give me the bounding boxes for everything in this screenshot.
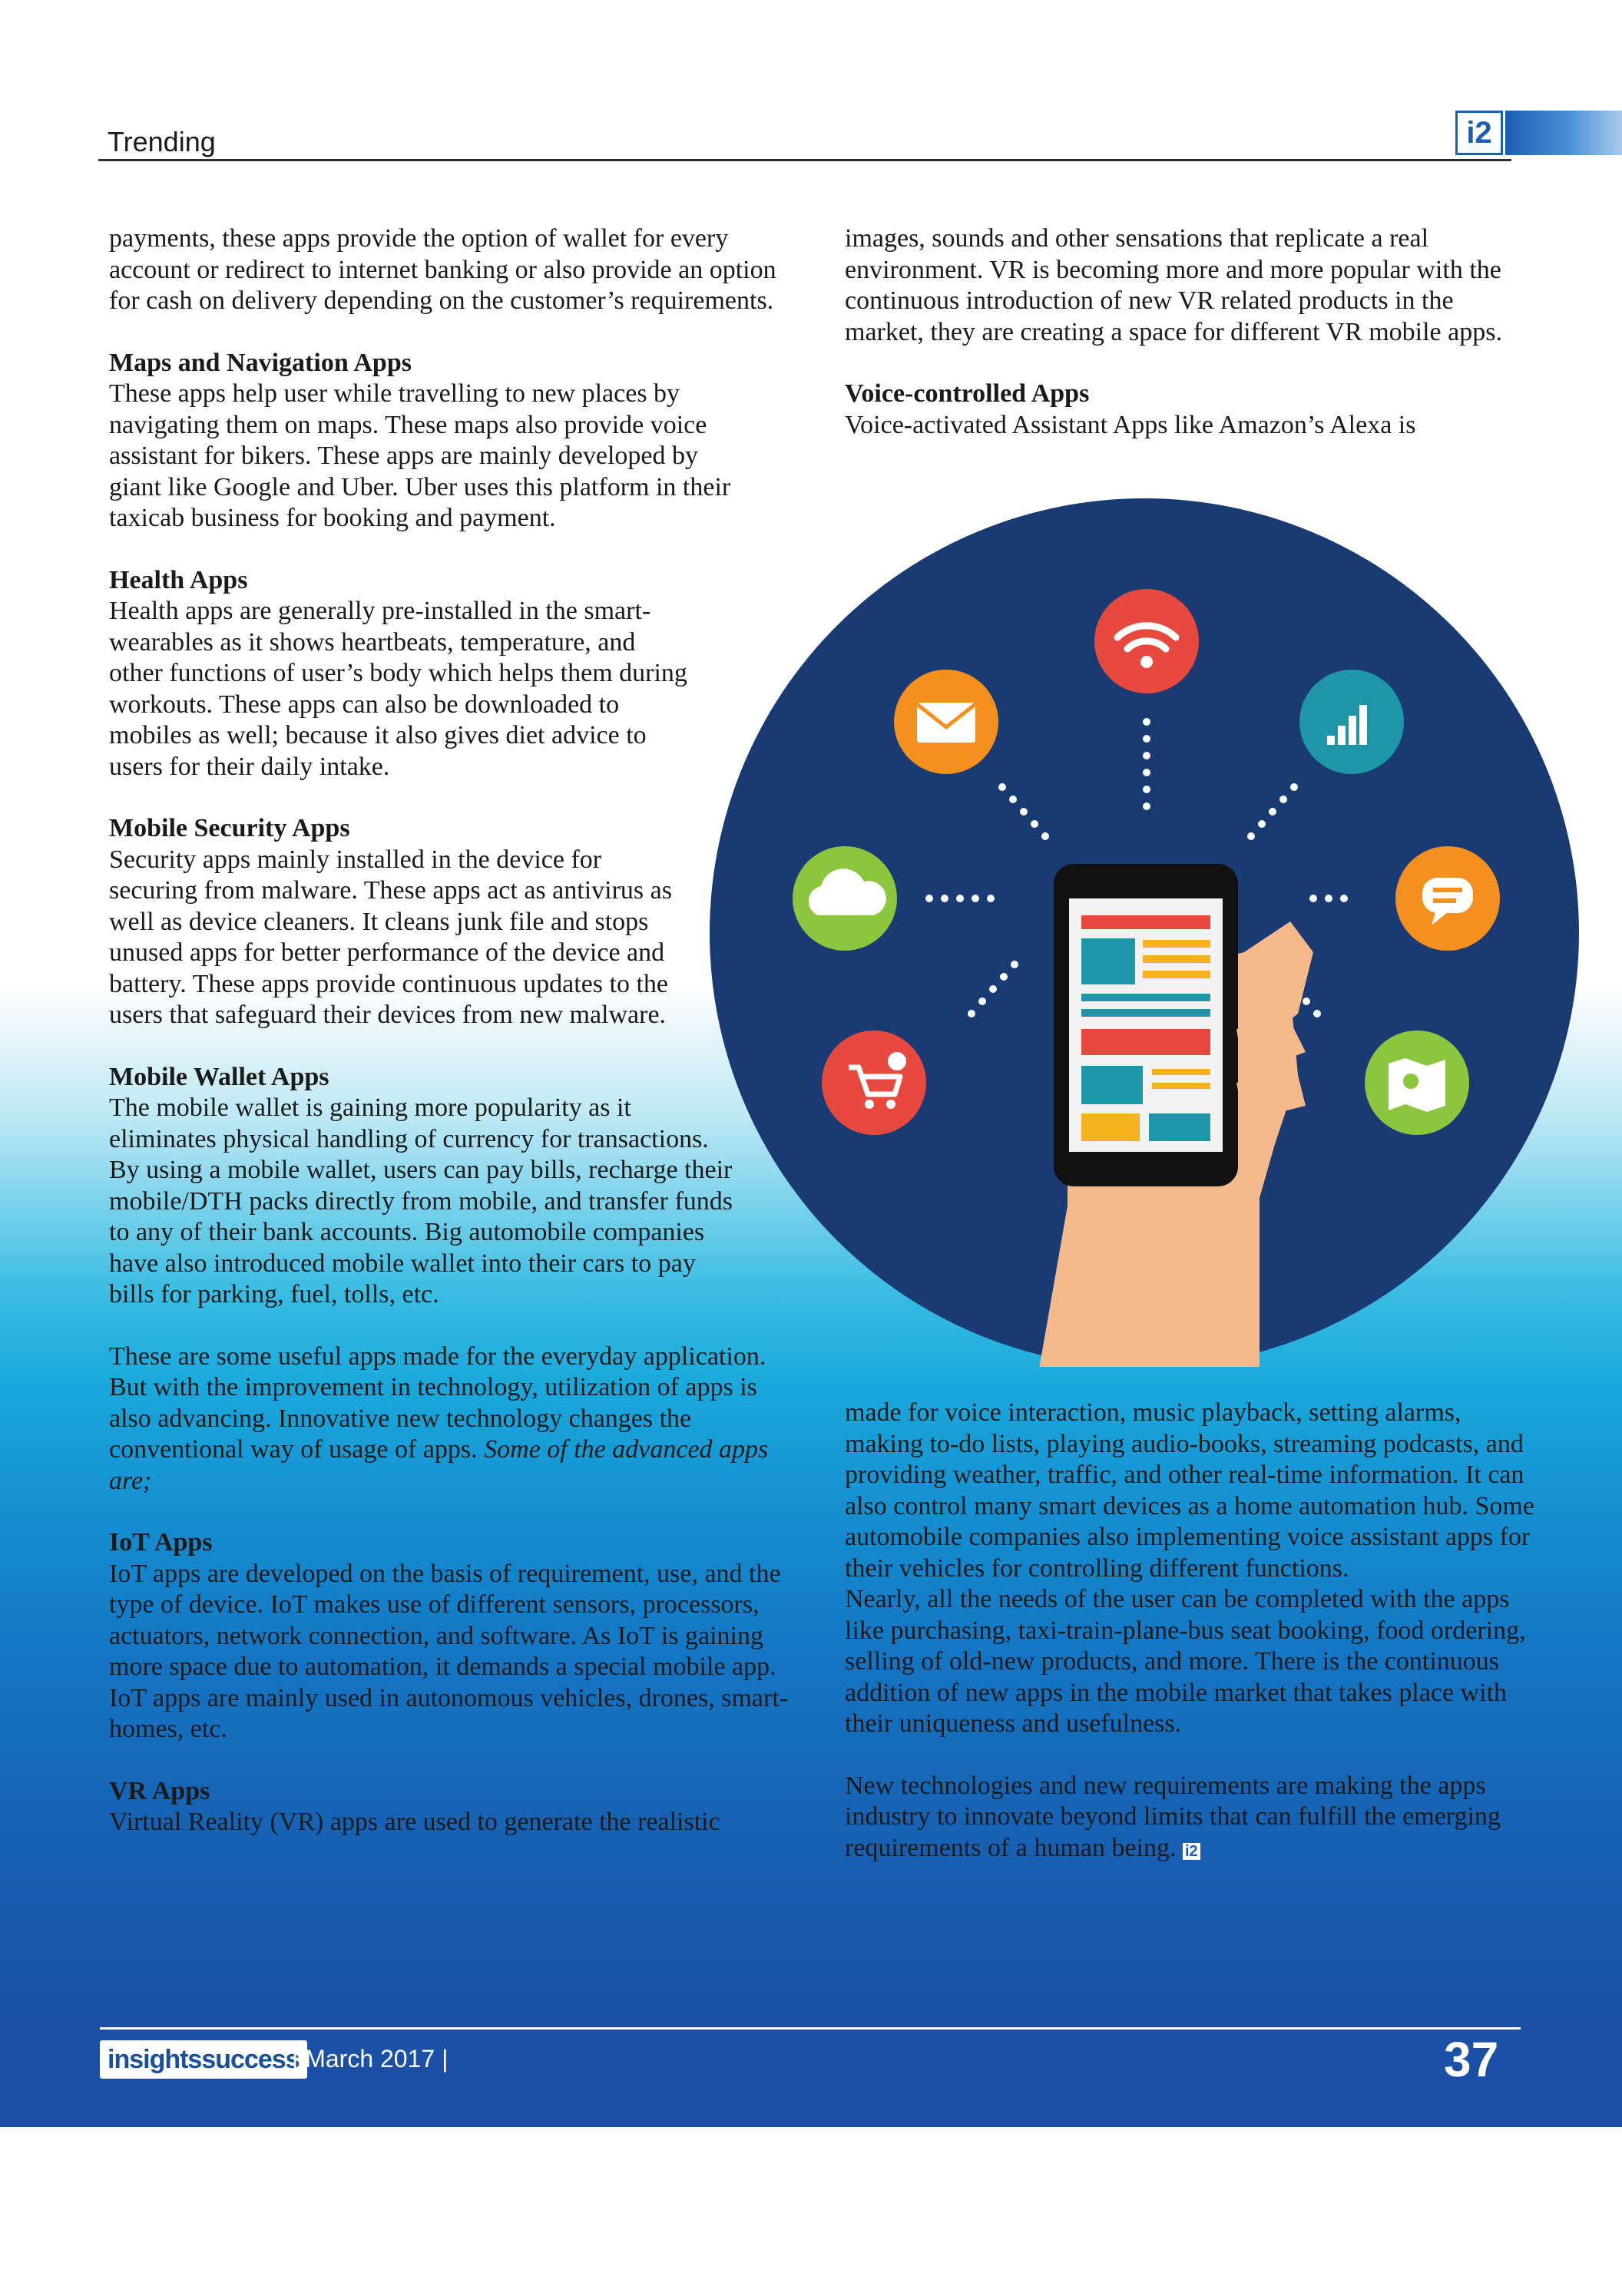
voice-continued: made for voice interaction, music playback, setting alarms, making to-do lists, playing audio-books, streaming podcasts, and providing weather, traffic, and other real-time information. It can also control many smart devices as a home automation hub. Some automobile companies also implementing voice assistant apps for their vehicles for controlling different functions. [845, 1398, 1534, 1583]
logo-part-success: success [201, 2044, 300, 2074]
useful-paragraph [109, 1342, 800, 1497]
useful-italic: Some of the advanced apps are; [109, 1435, 769, 1495]
chat-icon [1395, 846, 1500, 951]
cart-icon [822, 1031, 926, 1135]
wifi-icon [1094, 589, 1199, 693]
maps-body: These apps help user while travelling to new places by navigating them on maps. These maps also provide voice assistant for bikers. These apps are mainly developed by giant like Google and Uber. Uber uses this platform in their taxicab business for booking and payment. [109, 379, 731, 532]
i2-logo: i2 [1455, 111, 1503, 155]
end-mark-logo: i2 [1183, 1843, 1200, 1860]
health-body: Health apps are generally pre-installed in the smart-wearables as it shows heartbeats, temperature, and other functions of user’s body which helps them during workouts. These apps can also be downloaded to mobiles as well; because it also gives diet advice to users for their daily intake. [109, 597, 687, 781]
right-column-top [845, 223, 1536, 441]
maps-heading: Maps and Navigation Apps [109, 348, 412, 377]
apps-illustration [707, 491, 1590, 1367]
closing-paragraph [845, 1771, 1536, 1864]
useful-text: These are some useful apps made for the everyday application. But with the improvement in technology, utilization of apps is also advancing. Innovative new technology changes the conventional way of usage of apps. [109, 1342, 766, 1464]
iot-heading: IoT Apps [109, 1528, 213, 1557]
security-body: Security apps mainly installed in the device for securing from malware. These apps act as antivirus as well as device cleaners. It cleans junk file and stops unused apps for better performance of the device and battery. These apps provide continuous updates to the users that safeguard their devices from new malware. [109, 845, 672, 1029]
wallet-heading: Mobile Wallet Apps [109, 1062, 329, 1091]
voice-body: Voice-activated Assistant Apps like Amazon’s Alexa is [845, 410, 1416, 439]
mail-icon [894, 670, 998, 774]
footer-rule [100, 2027, 1521, 2030]
vr-continued: images, sounds and other sensations that replicate a real environment. VR is becoming more and more popular with the continuous introduction of new VR related products in the market, they are creating a space for different VR mobile apps. [845, 224, 1502, 346]
issue-date: | March 2017 | [292, 2045, 449, 2073]
cloud-icon [793, 846, 897, 951]
left-column [109, 223, 800, 1838]
chart-icon [1299, 670, 1404, 774]
right-column-bottom [845, 1398, 1536, 1864]
health-heading: Health Apps [109, 565, 248, 594]
page-number: 37 [1444, 2032, 1499, 2087]
header-rule [98, 159, 1511, 161]
page-margin [0, 2127, 1622, 2296]
intro-paragraph: payments, these apps provide the option of wallet for every account or redirect to internet banking or also provide an option for cash on delivery depending on the customer’s requirements. [109, 224, 776, 315]
insights-success-logo [100, 2040, 307, 2079]
section-label: Trending [108, 126, 216, 157]
needs-paragraph: Nearly, all the needs of the user can be completed with the apps like purchasing, taxi-train-plane-bus seat booking, food ordering, selling of old-new products, and more. There is the continuous addition of new apps in the mobile market that takes place with their uniqueness and usefulness. [845, 1585, 1526, 1738]
map-icon [1365, 1031, 1469, 1135]
header-accent-bar [1505, 111, 1622, 155]
voice-heading: Voice-controlled Apps [845, 379, 1090, 408]
security-heading: Mobile Security Apps [109, 814, 350, 842]
logo-part-insights: insights [108, 2044, 202, 2074]
wallet-body: The mobile wallet is gaining more popularity as it eliminates physical handling of currency for transactions. By using a mobile wallet, users can pay bills, recharge their mobile/DTH packs directly from mobile, and transfer funds to any of their bank accounts. Big automobile companies have also introduced mobile wallet into their cars to pay bills for parking, fuel, tolls, etc. [109, 1093, 733, 1308]
vr-heading: VR Apps [109, 1776, 210, 1805]
vr-body: Virtual Reality (VR) apps are used to generate the realistic [109, 1808, 720, 1836]
closing-text: New technologies and new requirements are making the apps industry to innovate beyond limits that can fulfill the emerging requirements of a human being. [845, 1771, 1501, 1862]
iot-body: IoT apps are developed on the basis of requirement, use, and the type of device. IoT makes use of different sensors, processors, actuators, network connection, and software. As IoT is gaining more space due to automation, it demands a special mobile app. IoT apps are mainly used in autonomous vehicles, drones, smart-homes, etc. [109, 1559, 789, 1743]
